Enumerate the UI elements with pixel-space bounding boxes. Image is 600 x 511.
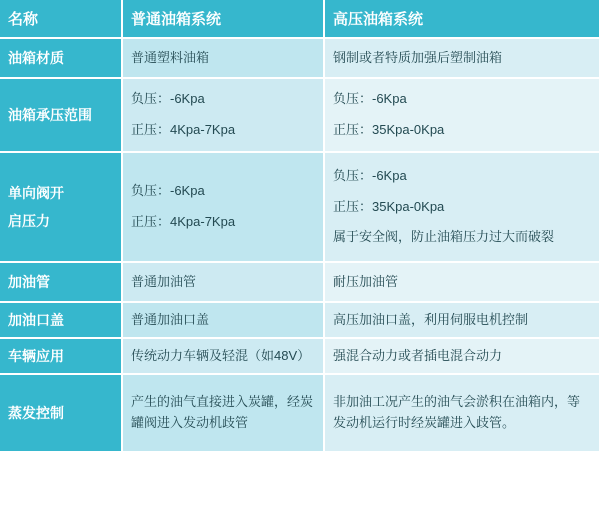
row-value-b [324,38,600,78]
row-label [0,338,122,374]
table-row [0,152,600,262]
header-column-a: 普通油箱系统 [122,0,324,38]
row-value-b [324,262,600,302]
value-line: 普通塑料油箱 [131,49,210,65]
row-label [0,374,122,452]
row-label-line: 蒸发控制 [8,405,64,421]
value-line: 负压：-6Kpa [333,167,407,183]
value-line: 负压：-6Kpa [131,183,205,199]
row-value-a [122,38,324,78]
row-value-b [324,374,600,452]
value-line: 正压：35Kpa-0Kpa [333,198,445,214]
row-value-a [122,338,324,374]
row-label-line: 加油管 [8,274,50,290]
row-value-b [324,338,600,374]
row-label-line: 油箱材质 [8,50,64,66]
value-line: 负压：-6Kpa [131,91,205,107]
value-line: 高压加油口盖，利用伺服电机控制 [333,311,529,327]
value-line: 属于安全阀，防止油箱压力过大而破裂 [333,229,555,245]
value-line: 普通加油口盖 [131,311,210,327]
value-line: 正压：35Kpa-0Kpa [333,122,445,137]
value-line: 普通加油管 [131,273,197,289]
row-label [0,152,122,262]
row-value-a [122,262,324,302]
row-label-line: 车辆应用 [8,348,64,364]
value-line: 传统动力车辆及轻混（如48V） [131,347,311,363]
row-label [0,262,122,302]
header-column-b: 高压油箱系统 [324,0,600,38]
table-row [0,78,600,152]
value-line: 正压：4Kpa-7Kpa [131,214,236,229]
row-value-a [122,78,324,152]
row-value-a [122,152,324,262]
value-line: 耐压加油管 [333,273,399,289]
value-line: 负压：-6Kpa [333,91,407,107]
table-row [0,262,600,302]
table-header-row [0,0,600,38]
value-line: 正压：4Kpa-7Kpa [131,122,236,137]
row-label-line: 油箱承压范围 [8,107,92,123]
table-row [0,338,600,374]
value-line: 强混合动力或者插电混合动力 [333,347,503,363]
row-label [0,38,122,78]
row-label-line: 加油口盖 [8,312,64,328]
row-label-line: 启压力 [8,213,50,229]
row-value-b [324,152,600,262]
value-line: 产生的油气直接进入炭罐，经炭罐阀进入发动机歧管 [131,394,314,430]
row-label [0,302,122,338]
row-value-b [324,302,600,338]
header-label-column: 名称 [0,0,122,38]
row-value-a [122,302,324,338]
row-label [0,78,122,152]
row-label-line: 单向阀开 [8,185,64,201]
row-value-b [324,78,600,152]
table-row [0,302,600,338]
value-line: 钢制或者特质加强后塑制油箱 [333,49,503,65]
table-row [0,374,600,452]
row-value-a [122,374,324,452]
table-row [0,38,600,78]
value-line: 非加油工况产生的油气会淤积在油箱内，等发动机运行时经炭罐进入歧管。 [333,394,581,430]
